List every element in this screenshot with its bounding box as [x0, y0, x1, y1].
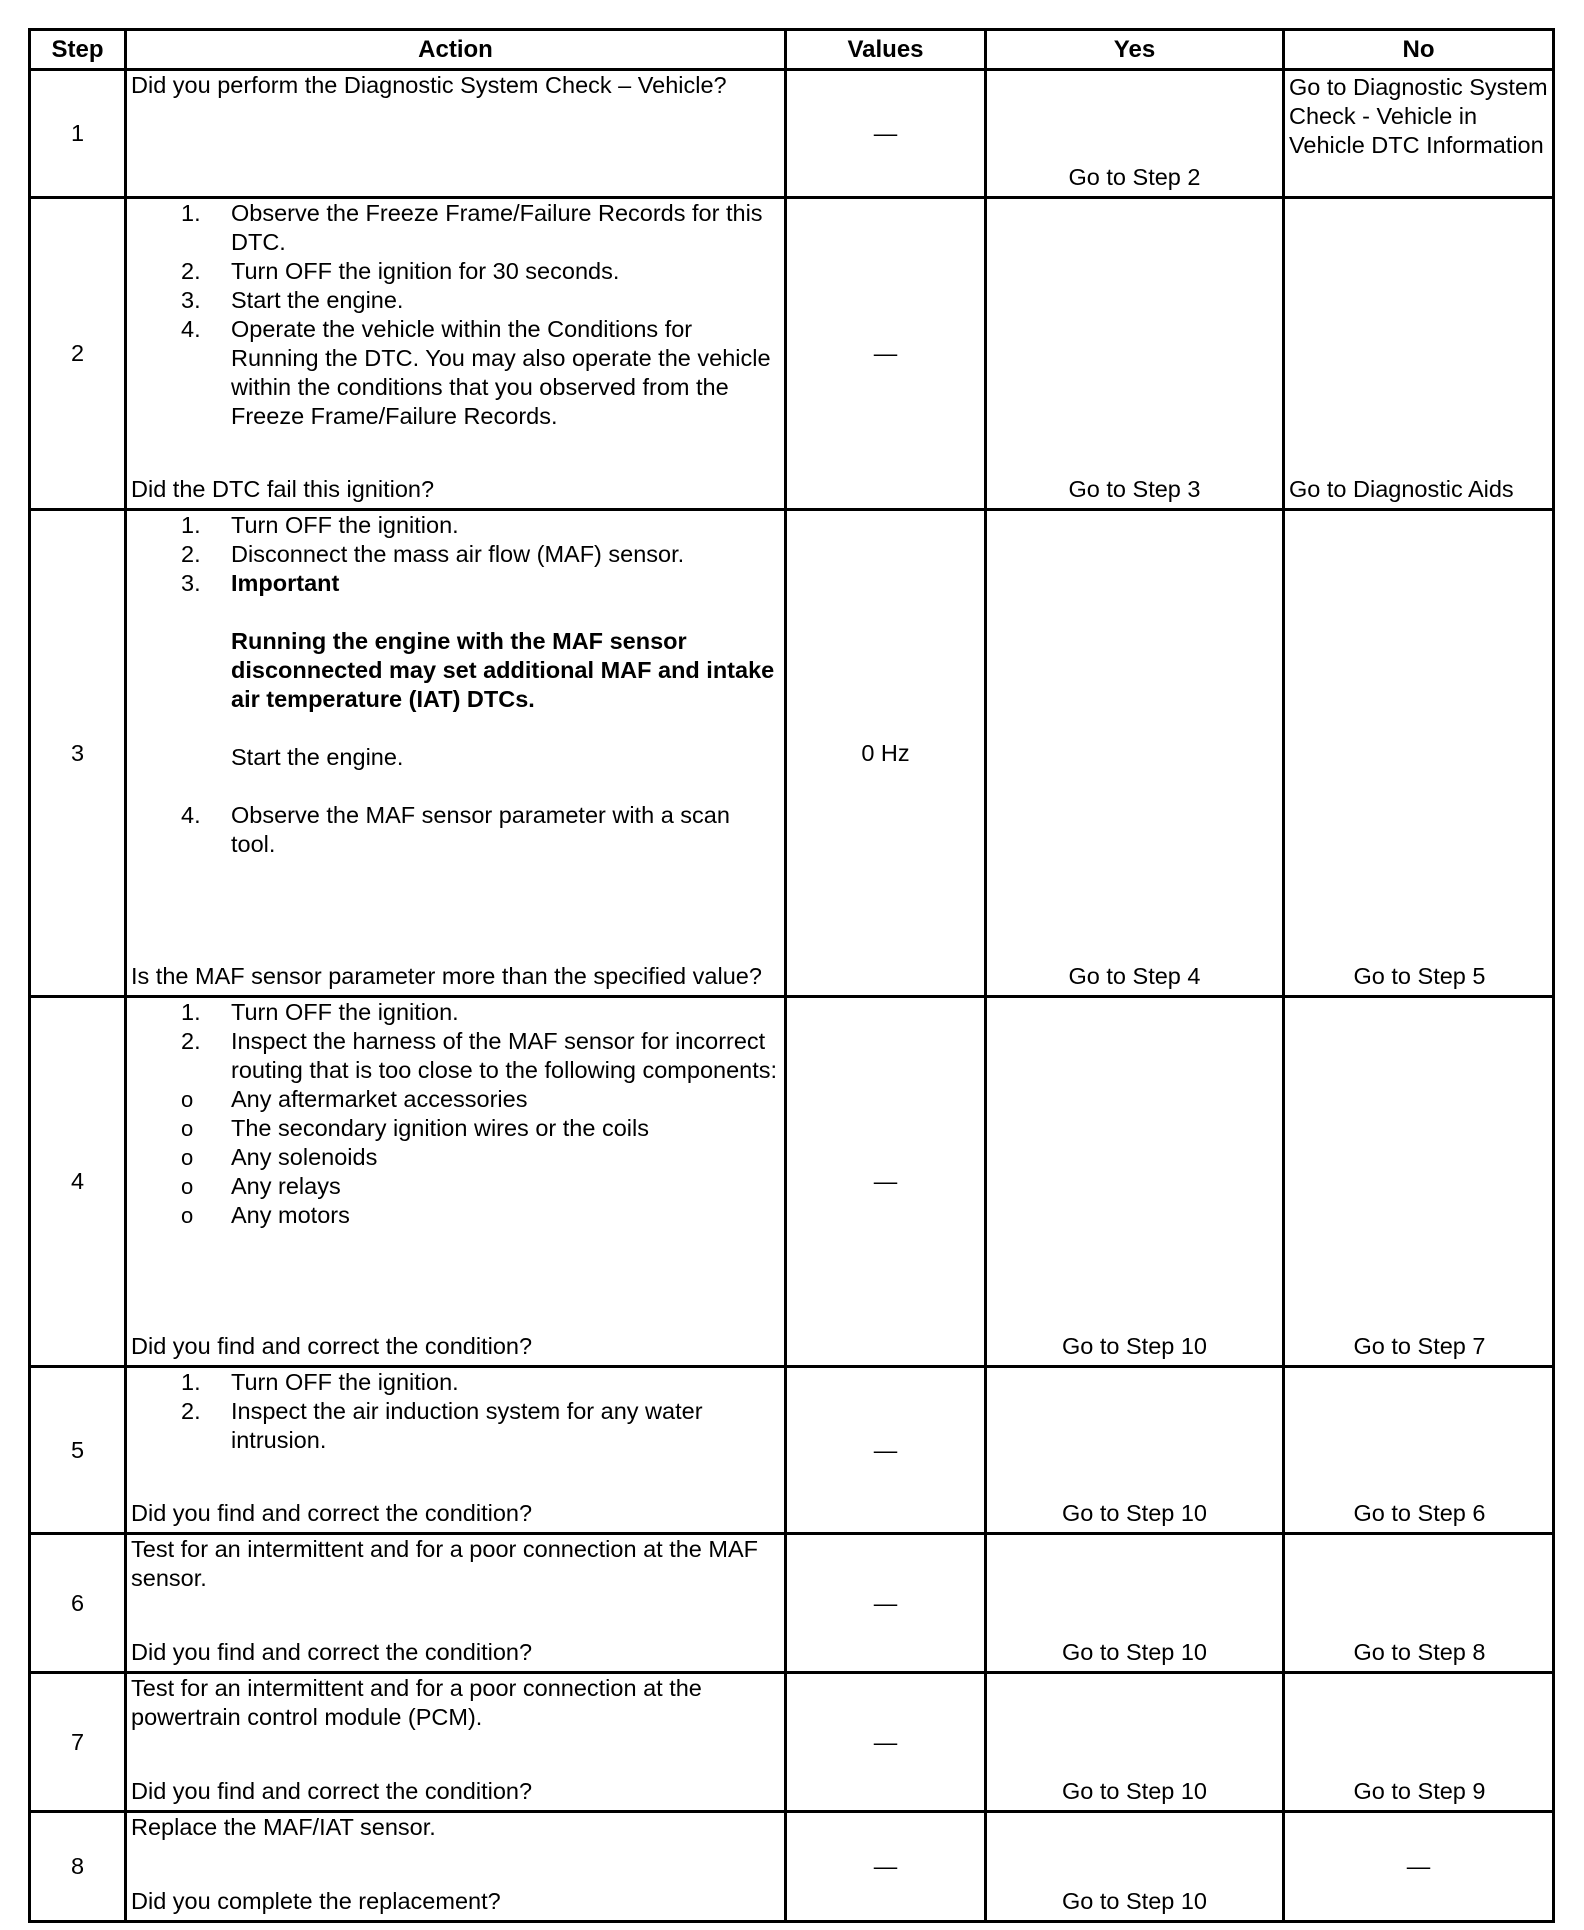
question-text: Did you perform the Diagnostic System Check – Vehicle? [131, 72, 727, 98]
step-list [131, 511, 780, 859]
action-cell [126, 510, 786, 997]
no-cell: Go to Step 6 [1284, 1367, 1554, 1534]
question-text: Is the MAF sensor parameter more than the specified value? [131, 963, 762, 989]
value-cell: — [786, 1367, 986, 1534]
step-number: 6 [30, 1534, 126, 1673]
header-action: Action [126, 30, 786, 70]
table-row [30, 1367, 1554, 1534]
yes-cell: Go to Step 3 [986, 198, 1284, 510]
no-cell: Go to Diagnostic Aids [1284, 198, 1554, 510]
value-cell: — [786, 1812, 986, 1922]
value-cell: — [786, 1534, 986, 1673]
list-item: 3. Important Running the engine with the MAF sensor disconnected may set additional MAF and intake air temperature (IAT) DTCs. Start the engine. [131, 569, 780, 772]
step-number: 8 [30, 1812, 126, 1922]
list-item: 2. Inspect the air induction system for any water intrusion. [181, 1398, 703, 1453]
no-cell: Go to Step 8 [1284, 1534, 1554, 1673]
header-yes: Yes [986, 30, 1284, 70]
step-number: 5 [30, 1367, 126, 1534]
table-row [30, 198, 1554, 510]
action-cell [126, 997, 786, 1367]
action-cell [126, 70, 786, 198]
sub-list-item: o The secondary ignition wires or the coils [181, 1115, 649, 1141]
value-cell: 0 Hz [786, 510, 986, 997]
step-number: 3 [30, 510, 126, 997]
yes-cell: Go to Step 2 [986, 70, 1284, 198]
value-cell: — [786, 70, 986, 198]
list-item: 1. Observe the Freeze Frame/Failure Records for this DTC. [181, 200, 763, 255]
list-item: 3. Start the engine. [181, 287, 404, 313]
step-list [131, 998, 780, 1230]
value-cell: — [786, 997, 986, 1367]
step-number: 4 [30, 997, 126, 1367]
sub-list-item: o Any solenoids [181, 1144, 378, 1170]
sub-list [131, 1085, 780, 1230]
step-list [131, 1368, 780, 1455]
list-item: 4. Operate the vehicle within the Conditions for Running the DTC. You may also operate the vehicle within the conditions that you observed from the Freeze Frame/Failure Records. [181, 316, 771, 429]
header-step: Step [30, 30, 126, 70]
step-number: 7 [30, 1673, 126, 1812]
question-text: Did you find and correct the condition? [131, 1778, 533, 1804]
yes-cell: Go to Step 4 [986, 510, 1284, 997]
header-no: No [1284, 30, 1554, 70]
header-row [30, 30, 1554, 70]
yes-cell: Go to Step 10 [986, 1367, 1284, 1534]
header-values: Values [786, 30, 986, 70]
list-item: 2. Inspect the harness of the MAF sensor for incorrect routing that is too close to the following components: o Any aftermarket accessories o The secondary ignition wires or the coils o Any solenoids o Any relays o Any motors [131, 1027, 780, 1230]
action-text: Test for an intermittent and for a poor connection at the powertrain control module (PCM). [131, 1675, 702, 1730]
table-row [30, 1673, 1554, 1812]
question-text: Did you find and correct the condition? [131, 1639, 533, 1665]
action-cell [126, 1812, 786, 1922]
table-row [30, 70, 1554, 198]
table-row [30, 1534, 1554, 1673]
value-cell: — [786, 198, 986, 510]
question-text: Did you find and correct the condition? [131, 1500, 533, 1526]
action-cell [126, 1534, 786, 1673]
list-item: 2. Turn OFF the ignition for 30 seconds. [181, 258, 620, 284]
no-cell: Go to Step 9 [1284, 1673, 1554, 1812]
yes-cell: Go to Step 10 [986, 997, 1284, 1367]
step-number: 1 [30, 70, 126, 198]
yes-cell: Go to Step 10 [986, 1534, 1284, 1673]
list-item: 1. Turn OFF the ignition. [181, 512, 459, 538]
list-item: 1. Turn OFF the ignition. [181, 1369, 459, 1395]
action-cell [126, 1673, 786, 1812]
sub-list-item: o Any relays [181, 1173, 341, 1199]
yes-cell: Go to Step 10 [986, 1673, 1284, 1812]
value-cell: — [786, 1673, 986, 1812]
list-item: 4. Observe the MAF sensor parameter with a scan tool. [181, 802, 730, 857]
important-note: Running the engine with the MAF sensor disconnected may set additional MAF and intake air temperature (IAT) DTCs. [231, 628, 775, 712]
table-row [30, 510, 1554, 997]
question-text: Did you find and correct the condition? [131, 1333, 533, 1359]
action-text: Test for an intermittent and for a poor connection at the MAF sensor. [131, 1536, 758, 1591]
step-number: 2 [30, 198, 126, 510]
step-list [131, 199, 780, 431]
list-item: 1. Turn OFF the ignition. [181, 999, 459, 1025]
question-text: Did you complete the replacement? [131, 1888, 501, 1914]
action-text: Replace the MAF/IAT sensor. [131, 1814, 436, 1840]
action-cell [126, 198, 786, 510]
sub-list-item: o Any motors [181, 1202, 350, 1228]
diagnostic-table [28, 28, 1555, 1923]
yes-cell: Go to Step 10 [986, 1812, 1284, 1922]
important-title: Important [231, 570, 340, 596]
no-cell: Go to Step 5 [1284, 510, 1554, 997]
list-item: 2. Disconnect the mass air flow (MAF) sensor. [181, 541, 685, 567]
question-text: Did the DTC fail this ignition? [131, 476, 435, 502]
no-cell: Go to Step 7 [1284, 997, 1554, 1367]
no-cell: Go to Diagnostic System Check - Vehicle in Vehicle DTC Information [1284, 70, 1554, 198]
sub-list-item: o Any aftermarket accessories [181, 1086, 528, 1112]
action-cell [126, 1367, 786, 1534]
table-row [30, 1812, 1554, 1922]
table-row [30, 997, 1554, 1367]
no-cell: — [1284, 1812, 1554, 1922]
